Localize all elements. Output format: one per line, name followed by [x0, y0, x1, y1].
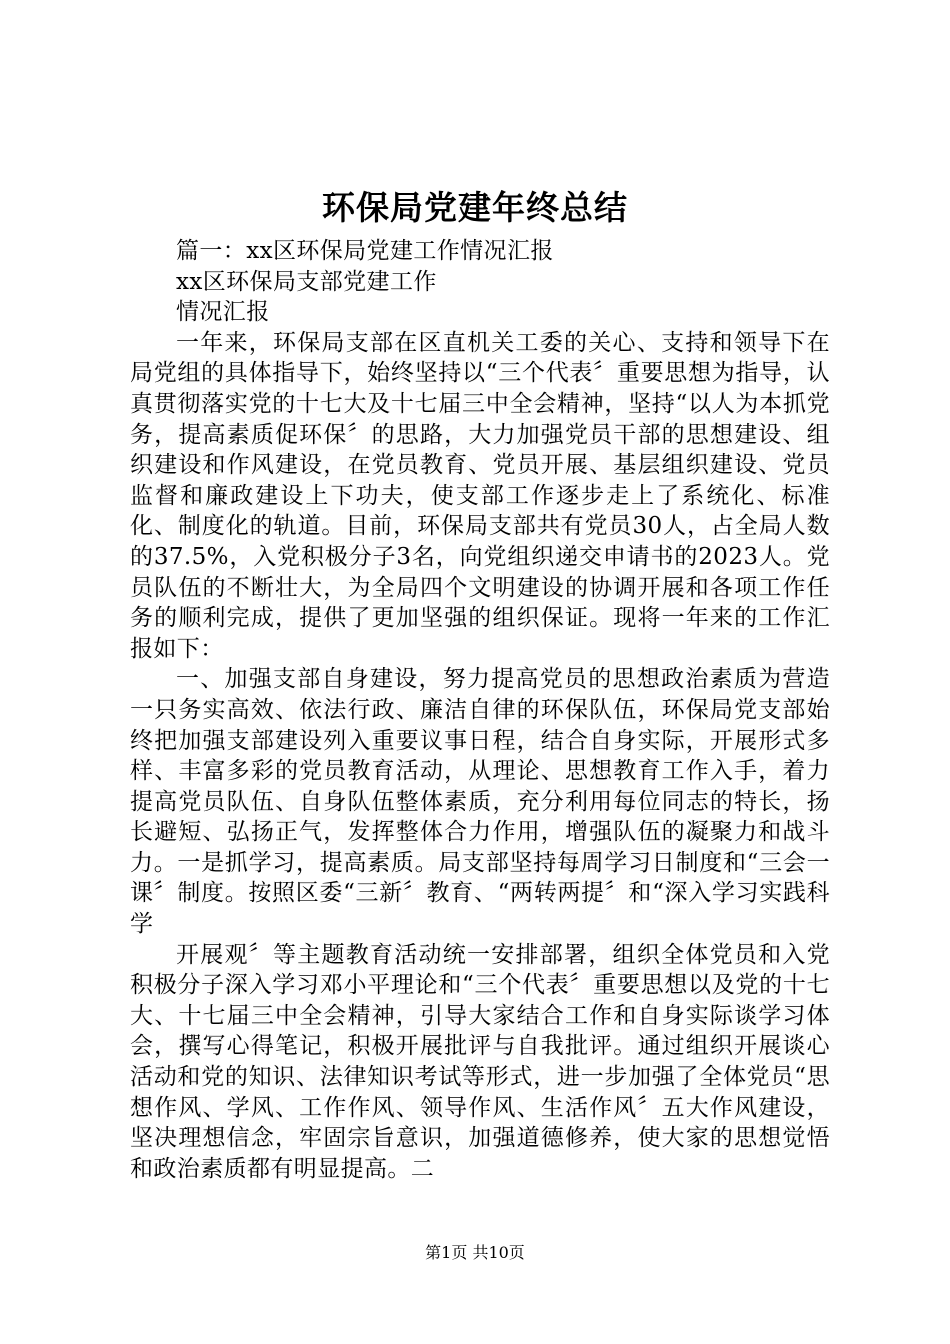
paragraph-intro: 一年来，环保局支部在区直机关工委的关心、支持和领导下在局党组的具体指导下，始终坚持以“三个代表〞重要思想为指导，认真贯彻落实党的十七大及十七届三中全会精神，坚持“以人为本抓党务，提高素质促环保〞的思路，大力加强党员干部的思想建设、组织建设和作风建设，在党员教育、党员开展、基层组织建设、党员监督和廉政建设上下功夫，使支部工作逐步走上了系统化、标准化、制度化的轨道。目前，环保局支部共有党员30人，占全局人数的37.5%，入党积极分子3名，向党组织递交申请书的2023人。党员队伍的不断壮大，为全局四个文明建设的协调开展和各项工作任务的顺利完成，提供了更加坚强的组织保证。现将一年来的工作汇报如下：	[130, 329, 830, 662]
report-subtitle-2: 情况汇报	[176, 299, 270, 326]
document-body	[130, 236, 830, 1184]
section-heading: 篇一：xx区环保局党建工作情况汇报	[176, 238, 554, 264]
document-title: 环保局党建年终总结	[322, 188, 628, 227]
paragraph-continuation: 开展观〞等主题教育活动统一安排部署，组织全体党员和入党积极分子深入学习邓小平理论和“三个代表〞重要思想以及党的十七大、十七届三中全会精神，引导大家结合工作和自身实际谈学习体会，撰写心得笔记，积极开展批评与自我批评。通过组织开展谈心活动和党的知识、法律知识考试等形式，进一步加强了全体党员“思想作风、学风、工作作风、领导作风、生活作风〞五大作风建设，坚决理想信念，牢固宗旨意识，加强道德修养，使大家的思想觉悟和政治素质都有明显提高。二	[130, 941, 830, 1182]
page-number-footer: 第1页 共10页	[425, 1243, 525, 1262]
paragraph-section-one: 一、加强支部自身建设，努力提高党员的思想政治素质为营造一只务实高效、依法行政、廉洁自律的环保队伍，环保局党支部始终把加强支部建设列入重要议事日程，结合自身实际，开展形式多样、丰富多彩的党员教育活动，从理论、思想教育工作入手，着力提高党员队伍、自身队伍整体素质，充分利用每位同志的特长，扬长避短、弘扬正气，发挥整体合力作用，增强队伍的凝聚力和战斗力。一是抓学习，提高素质。局支部坚持每周学习日制度和“三会一课〞制度。按照区委“三新〞教育、“两转两提〞和“深入学习实践科学	[130, 666, 830, 938]
report-subtitle: xx区环保局支部党建工作	[176, 268, 437, 295]
